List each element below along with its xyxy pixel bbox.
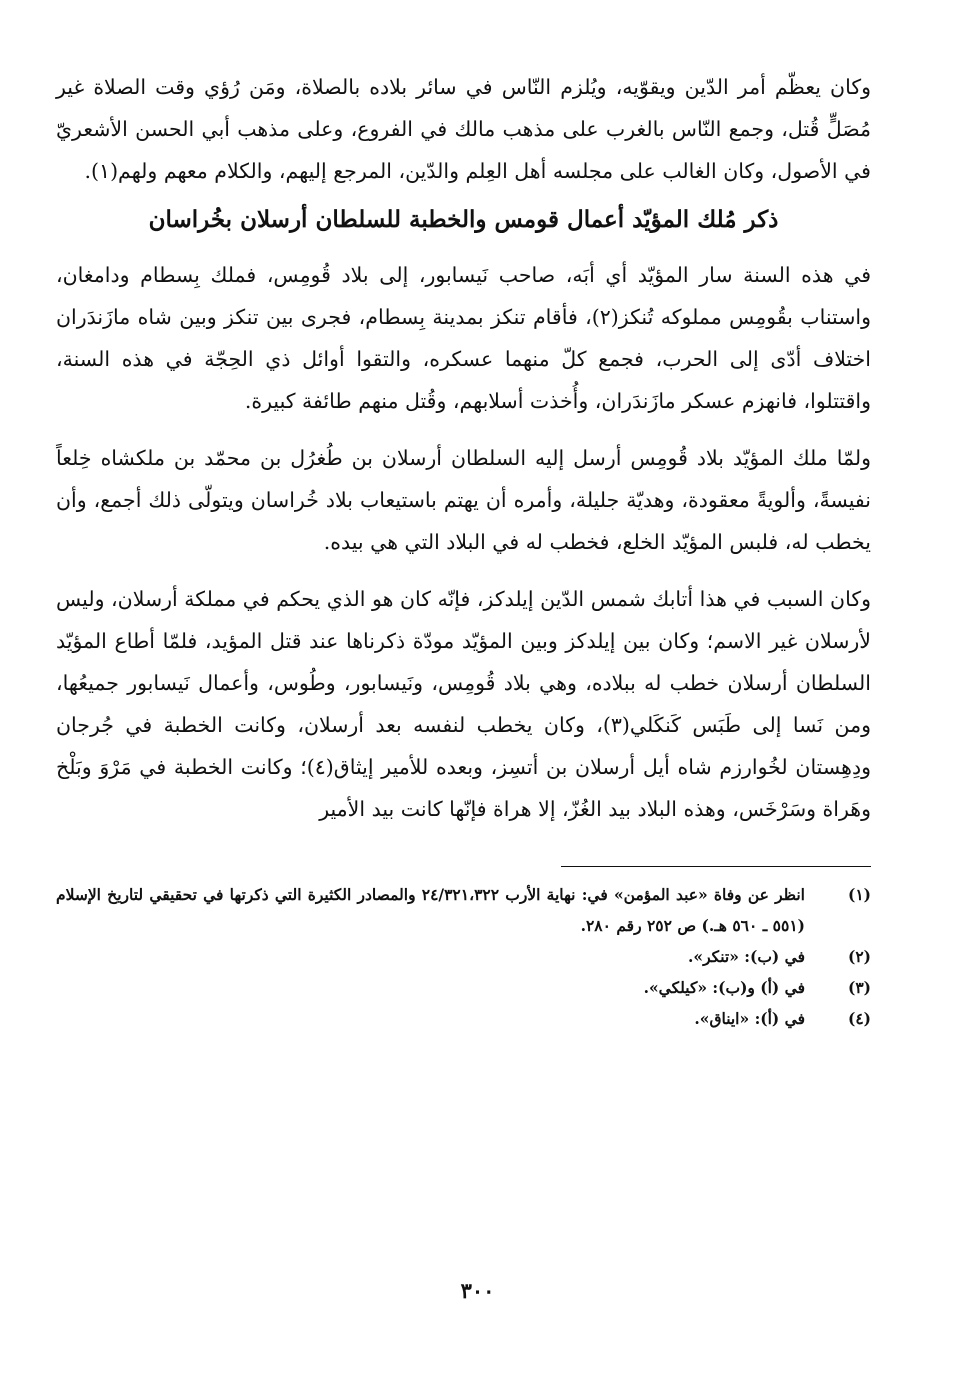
footnote-number: (٣)	[847, 978, 871, 997]
body-paragraph: وكان السبب في هذا أتابك شمس الدّين إيلدكز، فإنّه كان هو الذي يحكم في مملكة أرسلان، وليس لأرسلان غير الاسم؛ وكان بين إيلدكز وبين المؤيّد مودّة ذكرناها عند قتل المؤيد، فلمّا أطاع المؤيّد السلطان أرسلان خطب له ببلاده، وهي بلاد قُومِس، ونَيسابور، وطُوس، وأعمال نَيسابور جميعُها، ومن نَسا إلى طَبَس كَنكَلي(٣)، وكان يخطب لنفسه بعد أرسلان، وكانت الخطبة في جُرجان ودِهِستان لخُوارزم شاه أيل أرسلان بن أتسِز، وبعده للأمير إيثاق(٤)؛ وكانت الخطبة في مَرْوَ وبَلْخ وهَراة وسَرْخَس، وهذه البلاد بيد الغُزّ، إلا هراة فإنّها كانت بيد الأمير	[56, 587, 871, 821]
footnote-number: (١)	[847, 885, 871, 904]
footnote-text: في (ب): «تنكر».	[688, 947, 805, 966]
body-paragraph: وكان يعظّم أمر الدّين ويقوّيه، ويُلزم النّاس في سائر بلاده بالصلاة، ومَن رُؤي وقت الصلاة غير مُصَلٍّ قُتل، وجمع النّاس بالغرب على مذهب مالك في الفروع، وعلى مذهب أبي الحسن الأشعريّ في الأصول، وكان الغالب على مجلسه أهل العِلم والدّين، المرجع إليهم، والكلام معهم ولهم(١).	[56, 75, 871, 183]
footnote-text: في (أ): «ايناق».	[694, 1009, 805, 1028]
footnote-text: في (أ) و(ب): «كيلكي».	[643, 978, 805, 997]
footnote-number: (٤)	[847, 1009, 871, 1028]
footnote-separator	[561, 866, 871, 867]
body-paragraph: ولمّا ملك المؤيّد بلاد قُومِس أرسل إليه السلطان أرسلان بن طُغرُل بن محمّد بن ملكشاه خِلعاً نفيسةً، وألويةً معقودة، وهديّة جليلة، وأمره أن يهتم باستيعاب بلاد خُراسان ويتولّى ذلك أجمع، وأن يخطب له، فلبس المؤيّد الخلع، فخطب له في البلاد التي هي بيده.	[56, 446, 871, 554]
footnote	[56, 1003, 871, 1034]
section-heading: ذكر مُلك المؤيّد أعمال قومس والخطبة للسلطان أرسلان بخُراسان	[148, 206, 779, 233]
footnote	[56, 879, 871, 941]
footnote-number: (٢)	[847, 947, 871, 966]
footnote	[56, 941, 871, 972]
footnotes	[56, 879, 871, 1034]
body-paragraph: في هذه السنة سار المؤيّد أي أبَه، صاحب نَيسابور، إلى بلاد قُومِس، فملك بِسطام ودامغان، واستناب بقُومِس مملوكه تُنكز(٢)، فأقام تنكز بمدينة بِسطام، فجرى بين تنكز وبين شاه مازَندَران اختلاف أدّى إلى الحرب، فجمع كلّ منهما عسكره، والتقوا أوائل ذي الحِجّة في هذه السنة، واقتتلوا، فانهزم عسكر مازَندَران، وأُخذت أسلابهم، وقُتل منهم طائفة كبيرة.	[56, 263, 871, 413]
footnote	[56, 972, 871, 1003]
footnote-text: انظر عن وفاة «عبد المؤمن» في: نهاية الأرب ٢٤/٣٢١،٣٢٢ والمصادر الكثيرة التي ذكرتها في تحقيقي لتاريخ الإسلام (٥٥١ ـ ٥٦٠ هـ.) ص ٢٥٢ رقم ٢٨٠.	[56, 885, 805, 935]
page-number: ٣٠٠	[460, 1278, 495, 1303]
